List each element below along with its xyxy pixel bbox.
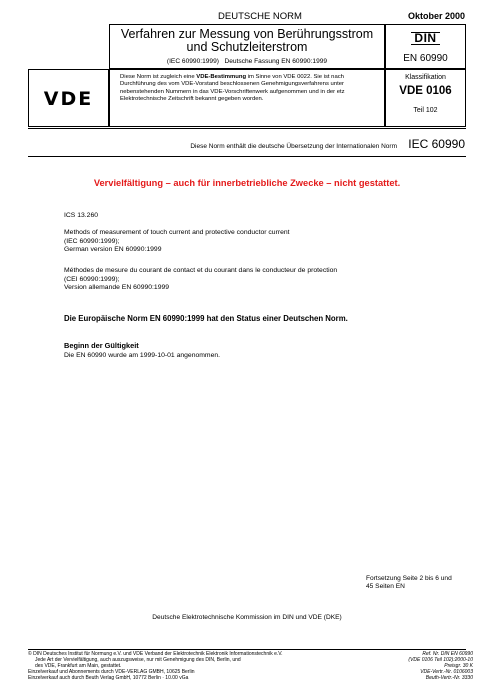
english-title: Methods of measurement of touch current and protective conductor current (IEC 60990:1999); German version EN 60990:1999: [64, 229, 290, 254]
separator-line: [28, 156, 466, 157]
title-box: [109, 24, 385, 69]
norm-label: DEUTSCHE NORM: [218, 11, 302, 22]
title-subtitle: (IEC 60990:1999) Deutsche Fassung EN 60990:1999: [166, 58, 328, 65]
iec-number: IEC 60990: [408, 137, 465, 151]
title-line-2: und Schutzleiterstrom: [186, 40, 308, 54]
footer-line: [28, 649, 466, 650]
ics-code: ICS 13.260: [64, 212, 99, 219]
din-logo: DIN: [411, 32, 439, 45]
vde-logo: VDE: [43, 88, 94, 110]
title-line-1: Verfahren zur Messung von Berührungsstrom: [120, 27, 374, 41]
vde-logo-box: [28, 69, 109, 127]
separator-line: [28, 128, 466, 129]
status-statement: Die Europäische Norm EN 60990:1999 hat den Status einer Deutschen Norm.: [64, 314, 348, 323]
reproduction-notice: Vervielfältigung – auch für innerbetriebliche Zwecke – nicht gestattet.: [93, 178, 401, 188]
footer-copyright: © DIN Deutsches Institut für Normung e.V. und VDE Verband der Elektrotechnik Elektronik Informationstechnik e.V. Jede Art der Vervielfältigung, auch auszugsweise, nur mit Genehmigung des DIN, Berlin, und des VDE, Frankfurt am Main, gestattet. Einzelverkauf und Abonnements durch VDE-VERLAG GMBH, 10625 Berlin Einzelverkauf auch durch Beuth Verlag GmbH, 10772 Berlin · 10.00 vGa: [28, 651, 283, 682]
validity-text: Die EN 60990 wurde am 1999-10-01 angenommen.: [64, 352, 221, 359]
footer-reference: Ref. Nr. DIN EN 60990 (VDE 0106 Teil 102):2000-10 Preisgr. 30 K VDE-Vertr.-Nr. 0106003 Beuth-Vertr.-Nr. 3330: [408, 651, 473, 682]
continuation-note: Fortsetzung Seite 2 bis 6 und 45 Seiten EN: [366, 575, 452, 591]
din-number: EN 60990: [403, 53, 448, 64]
validity-heading: Beginn der Gültigkeit: [64, 341, 139, 350]
vde-statement: Diese Norm ist zugleich eine VDE-Bestimmung im Sinne von VDE 0022. Sie ist nach Durchführung des vom VDE-Vorstand beschlossenen Genehmigungsverfahrens unter nebenstehenden Nummern in das VDE-Vorschriftenwerk aufgenommen und in der etz Elektrotechnische Zeitschrift bekannt gegeben worden.: [120, 74, 345, 103]
classification-part: Teil 102: [413, 107, 438, 114]
issue-date: Oktober 2000: [407, 11, 465, 21]
commission-name: Deutsche Elektrotechnische Kommission im DIN und VDE (DKE): [152, 614, 342, 621]
classification-label: Klassifikation: [405, 74, 446, 81]
classification-number: VDE 0106: [399, 85, 452, 97]
classification-box: [385, 69, 466, 127]
french-title: Méthodes de mesure du courant de contact et du courant dans le conducteur de protection (CEI 60990:1999); Version allemande EN 60990:1999: [64, 267, 338, 292]
din-box: [385, 24, 466, 69]
translation-note: Diese Norm enthält die deutsche Übersetzung der Internationalen Norm: [190, 143, 397, 150]
vde-statement-box: [109, 69, 385, 127]
